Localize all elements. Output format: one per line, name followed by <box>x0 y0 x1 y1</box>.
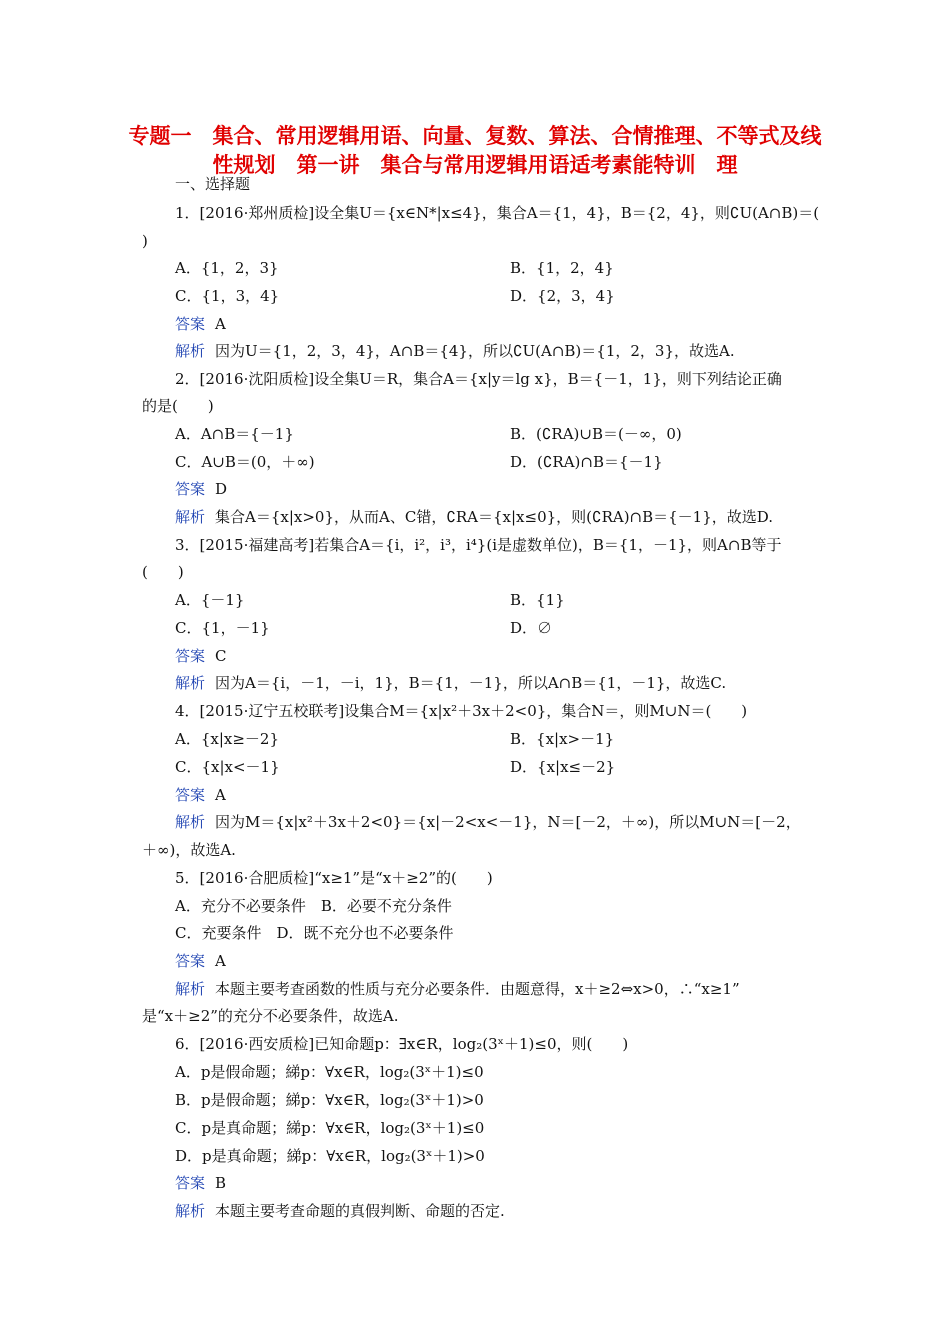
analysis-label: 解析 <box>175 1202 206 1220</box>
q3-answer-value: C <box>215 647 227 665</box>
q6-option-d: D．p是真命题；綈p：∀x∈R，log₂(3ˣ＋1)>0 <box>175 1147 485 1165</box>
analysis-label: 解析 <box>175 813 206 831</box>
q2-analysis-text: 集合A＝{x|x>0}，从而A、C错，∁RA＝{x|x≤0}，则(∁RA)∩B＝{－1}，故选D. <box>215 508 774 526</box>
q5-stem: 5．[2016·合肥质检]“x≥1”是“x＋≥2”的( ) <box>175 869 493 887</box>
q3-analysis-text: 因为A＝{i，－1，－i，1}，B＝{1，－1}，所以A∩B＝{1，－1}，故选C. <box>215 674 727 692</box>
q3-option-b: B．{1} <box>510 591 565 609</box>
q2-stem: 2．[2016·沈阳质检]设全集U＝R，集合A＝{x|y＝lg x}，B＝{－1，1}，则下列结论正确 <box>175 370 782 388</box>
answer-label: 答案 <box>175 786 206 804</box>
q3-analysis <box>175 673 726 693</box>
document-title: 专题一 集合、常用逻辑用语、向量、复数、算法、合情推理、不等式及线性规划 第一讲 集合与常用逻辑用语适考素能特训 理 <box>128 124 822 177</box>
q2-option-d: D．(∁RA)∩B＝{－1} <box>510 453 663 471</box>
analysis-label: 解析 <box>175 980 206 998</box>
q4-option-d: D．{x|x≤－2} <box>510 758 616 776</box>
q2-answer <box>175 479 227 499</box>
q6-answer-value: B <box>215 1174 227 1192</box>
q4-option-b: B．{x|x>－1} <box>510 730 615 748</box>
q2-stem-cont: 的是( ) <box>142 397 214 415</box>
section-heading: 一、选择题 <box>175 175 251 193</box>
answer-label: 答案 <box>175 647 206 665</box>
answer-label: 答案 <box>175 480 206 498</box>
q6-option-a: A．p是假命题；綈p：∀x∈R，log₂(3ˣ＋1)≤0 <box>175 1063 484 1081</box>
analysis-label: 解析 <box>175 674 206 692</box>
q1-stem-cont: ) <box>142 232 148 250</box>
answer-label: 答案 <box>175 1174 206 1192</box>
q5-analysis-text: 本题主要考查函数的性质与充分必要条件．由题意得，x＋≥2⇔x>0，∴“x≥1” <box>215 980 740 998</box>
answer-label: 答案 <box>175 952 206 970</box>
q3-option-c: C．{1，－1} <box>175 619 270 637</box>
q4-analysis-text: 因为M＝{x|x²＋3x＋2<0}＝{x|－2<x<－1}，N＝[－2，＋∞)，所以M∪N＝[－2， <box>215 813 801 831</box>
q6-option-c: C．p是真命题；綈p：∀x∈R，log₂(3ˣ＋1)≤0 <box>175 1119 485 1137</box>
q4-option-a: A．{x|x≥－2} <box>175 730 280 748</box>
q1-option-c: C．{1，3，4} <box>175 287 280 305</box>
q4-analysis <box>175 812 801 832</box>
q2-option-c: C．A∪B＝(0，＋∞) <box>175 453 315 471</box>
q1-analysis-text: 因为U＝{1，2，3，4}，A∩B＝{4}，所以∁U(A∩B)＝{1，2，3}，故选A. <box>215 342 735 360</box>
q5-answer-value: A <box>215 952 226 970</box>
q1-option-b: B．{1，2，4} <box>510 259 614 277</box>
q3-answer <box>175 646 227 666</box>
analysis-label: 解析 <box>175 342 206 360</box>
q3-option-d: D．∅ <box>510 619 553 637</box>
q5-options-cd: C．充要条件 D．既不充分也不必要条件 <box>175 924 454 942</box>
q4-answer <box>175 785 226 805</box>
q2-option-b: B．(∁RA)∪B＝(－∞，0) <box>510 425 682 443</box>
q6-analysis <box>175 1201 505 1221</box>
analysis-label: 解析 <box>175 508 206 526</box>
q6-stem: 6．[2016·西安质检]已知命题p：∃x∈R，log₂(3ˣ＋1)≤0，则( ) <box>175 1035 629 1053</box>
q3-option-a: A．{－1} <box>175 591 245 609</box>
q4-option-c: C．{x|x<－1} <box>175 758 280 776</box>
q1-option-d: D．{2，3，4} <box>510 287 615 305</box>
answer-label: 答案 <box>175 315 206 333</box>
q2-answer-value: D <box>215 480 228 498</box>
q3-stem: 3．[2015·福建高考]若集合A＝{i，i²，i³，i⁴}(i是虚数单位)，B＝{1，－1}，则A∩B等于 <box>175 536 782 554</box>
q5-options-ab: A．充分不必要条件 B．必要不充分条件 <box>175 897 452 915</box>
q4-analysis-cont: ＋∞)，故选A. <box>142 841 236 859</box>
q4-stem: 4．[2015·辽宁五校联考]设集合M＝{x|x²＋3x＋2<0}，集合N＝，则M∪N＝( ) <box>175 702 748 720</box>
q1-stem: 1．[2016·郑州质检]设全集U＝{x∈N*|x≤4}，集合A＝{1，4}，B＝{2，4}，则∁U(A∩B)＝( <box>175 204 820 222</box>
q5-analysis <box>175 979 740 999</box>
q2-analysis <box>175 507 773 527</box>
q5-answer <box>175 951 226 971</box>
q3-stem-cont: ( ) <box>142 563 184 581</box>
q2-option-a: A．A∩B＝{－1} <box>175 425 294 443</box>
q1-analysis <box>175 341 735 361</box>
q6-option-b: B．p是假命题；綈p：∀x∈R，log₂(3ˣ＋1)>0 <box>175 1091 484 1109</box>
q5-analysis-cont: 是“x＋≥2”的充分不必要条件，故选A. <box>142 1007 399 1025</box>
q1-option-a: A．{1，2，3} <box>175 259 279 277</box>
q4-answer-value: A <box>215 786 226 804</box>
q6-analysis-text: 本题主要考查命题的真假判断、命题的否定. <box>215 1202 505 1220</box>
q1-answer <box>175 314 226 334</box>
q6-answer <box>175 1173 226 1193</box>
q1-answer-value: A <box>215 315 226 333</box>
